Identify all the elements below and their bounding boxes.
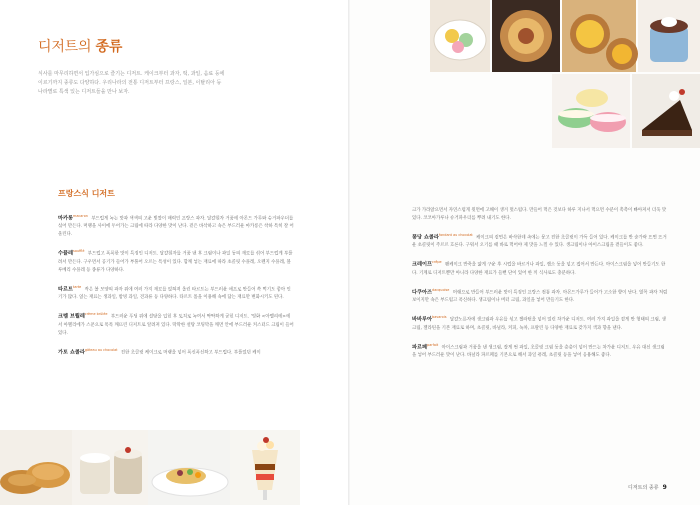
entry-name: 수플레 — [58, 250, 74, 257]
macaron-photo — [552, 74, 630, 148]
entry-en: parfait — [427, 342, 439, 347]
left-entries — [58, 212, 294, 365]
entry-souffle — [58, 247, 294, 274]
entry-name: 퐁당 쇼콜라 — [412, 234, 439, 241]
entry-name: 타르트 — [58, 286, 74, 293]
footer-label: 디저트의 종류 — [628, 485, 659, 491]
entry-bavarois — [412, 313, 668, 332]
chocolate-cake-photo — [632, 74, 700, 148]
madeleine-photo — [0, 430, 72, 505]
entry-text: 부드럽고 폭폭한 맛이 특징인 디저트. 달걀흰자를 거품 낸 후 크림이나 과일 등의 재료를 섞어 부드럽게 부풀려서 만든다. 구우면서 공기가 들어가 부풀어 오르는 특성이 있다. 함께 넣는 재료에 따라 초콜릿 수플레, 오렌지 수플레, 블루베리 수플레 등 종류가 다양하다. — [58, 251, 293, 273]
entry-gateau-continued — [412, 207, 668, 223]
entry-tarte — [58, 283, 294, 302]
section-heading: 프랑스식 디저트 — [58, 189, 115, 198]
entry-text: 달걀노른자에 생크림과 우유를 섞고 젤라틴을 넣어 얼린 차가운 디저트. 여러 가지 과일을 곁게 만 형태의 크림, 생크림, 젤라틴을 기본 재료로 하며, 초콜릿, 바닐라, 커피, 녹차, 프랄린 등 다양한 재료로 갖가지 색과 향을 낸다. — [412, 317, 666, 331]
entry-macaron — [58, 212, 294, 239]
entry-name: 크레이프 — [412, 261, 433, 268]
intro-line: 이르기까지 종류도 다양하다. 우리나라의 전통 디저트부터 프랑스, 일본, 이탈리아 등 — [38, 80, 222, 86]
entry-text: 작은 볼 모양의 과자 위에 여러 가지 재료를 얹혀져 올린 타르트는 부드러운 애프로 만들어 쓱 먹기도 좋아 인기가 많다. 얹는 재료는 생과일, 밤빙 과일, 견과류 등 다양하다. 타르트 틀을 이용해 속에 담는 재료만 변화시키도 된다. — [58, 287, 291, 301]
entry-crepe — [412, 258, 668, 277]
entry-text: 머랭으로 만들어 부드러운 맛이 특징인 프랑스 전통 과자. 아몬드가루가 들어가 고소한 향이 난다. 열꼭 과자 처럼 보이지만 속은 부드럽고 폭신하다. 생크림이나 버터 크림, 과일을 넣어 만들기도 한다. — [412, 290, 668, 304]
entry-en: crêpe — [432, 260, 442, 265]
intro-line: 식사를 마무리하면서 입가심으로 즐기는 디저트. 케이크부터 과자, 떡, 과일, 음료 등에 — [38, 71, 225, 77]
page-number: 9 — [662, 484, 667, 491]
entry-en: fondant au chocolat — [438, 233, 473, 237]
entry-text: 케이크의 겉면은 바삭한데 속에는 뭉고 진한 초콜릿이 가득 들어 있다. 케이크를 반 숟가락 뜨면 뜨거운 초콜릿이 주르르 흐른다. 구워서 오기를 때 바로 먹어야 제 맛을 느낄 수 있다. 생크림이나 아이스크림을 곁들이도 좋다. — [412, 235, 667, 249]
entry-en: bavarois — [432, 315, 447, 320]
intro-line: 나라별로 특색 있는 디저트들을 만나 보자. — [38, 89, 130, 95]
entry-en: crème brûlée — [84, 312, 108, 317]
egg-tart-photo — [562, 0, 638, 72]
entry-name: 파르페 — [412, 344, 428, 351]
entry-fondant — [412, 231, 668, 250]
entry-en: soufflé — [73, 249, 85, 254]
page-footer — [628, 484, 667, 491]
entry-en: tarte — [73, 284, 82, 289]
entry-en: gâteau au chocolat — [84, 347, 118, 352]
entry-name: 바바루아 — [412, 316, 433, 323]
cake-photo — [638, 0, 700, 72]
entry-text: 부드럽게 녹는 맛과 색색의 고운 빛깔이 매력인 프랑스 과자. 달걀흰자 거품에 아몬드 가루와 슈거파우더를 섞어 만든다. 머랭을 사이에 두어가는 크림에 따라 다양한 맛이 난다. 겉은 바삭하고 속은 부드러운 마카롱은 착하 특히 잘 어울린다. — [58, 216, 294, 238]
parfait-photo — [230, 430, 300, 505]
entry-name: 마카롱 — [58, 215, 74, 222]
hero-photo-collage — [430, 0, 700, 148]
entry-text: 크가 가라앉으면서 자연스럽게 윗면에 고해이 생겨 멋스럽다. 만들어 먹은 것보다 하루 지나서 먹으면 수분이 촉촉이 빠아져서 더욱 맛있다. 코코아가루나 슈거파우더를 뿌려 내기도 한다. — [412, 208, 667, 221]
entry-en: macaron — [73, 214, 88, 218]
page-title — [38, 36, 122, 56]
entry-dacquoise — [412, 286, 668, 305]
tart-plate-photo — [148, 430, 230, 505]
entry-text: 팬케이크 반죽을 얇게 구운 후 시럽을 바르거나 과일, 잼소 등을 넣고 접어서 만든다. 아이스크림을 넣어 만들기도 한다. 기계로 디저트뿐만 아니라 다양한 재료가 들뻔 단이 있어 한 끼 식사로도 충분하다. — [412, 262, 666, 276]
entry-creme-brulee — [58, 310, 294, 337]
title-main: 디저트의 — [38, 39, 96, 55]
mochi-plate-photo — [430, 0, 490, 72]
entry-name: 다쿠아즈 — [412, 289, 433, 296]
bottom-photo-strip — [0, 430, 300, 505]
entry-name: 크렘 브륄레 — [58, 313, 85, 320]
entry-text: 부드러운 푸딩 위에 설탕을 입힌 후 토치로 녹여서 딱딱하게 굳힌 디저트. '영화 <아멜리에>에서 아멜리에가 스푼으로 톡톡 깨뜨린 디저트로 알려져 있다. 딱딱한 설탕 코팅막을 깨면 안에 부드러운 커스터드 크림이 들어 있다. — [58, 314, 294, 336]
intro-paragraph — [38, 70, 286, 97]
title-bold: 종류 — [95, 39, 123, 55]
entry-en: dacquoise — [432, 287, 450, 292]
entry-gateau-chocolat — [58, 346, 294, 357]
souffle-photo — [72, 430, 148, 505]
right-entries — [412, 207, 668, 368]
entry-text: 아이스크림과 거품을 낸 생크림, 잘게 썬 과일, 초콜릿 크림 등을 층층이 넣어 만드는 차가운 디저트. 우유 대신 생크림을 넣어 부드러운 맛이 난다. 바닐라 파르페를 기본으로 해서 과일 퓨레, 초콜릿 등을 넣어 응용해도 좋다. — [412, 345, 665, 359]
entry-text: 진한 초콜릿 케이크로 머랭을 넣어 폭신폭신하고 부드럽다. 부풀었던 케이 — [119, 350, 261, 356]
entry-name: 가토 쇼콜라 — [58, 349, 85, 356]
pastry-cake-photo — [492, 0, 560, 72]
entry-parfait — [412, 341, 668, 360]
